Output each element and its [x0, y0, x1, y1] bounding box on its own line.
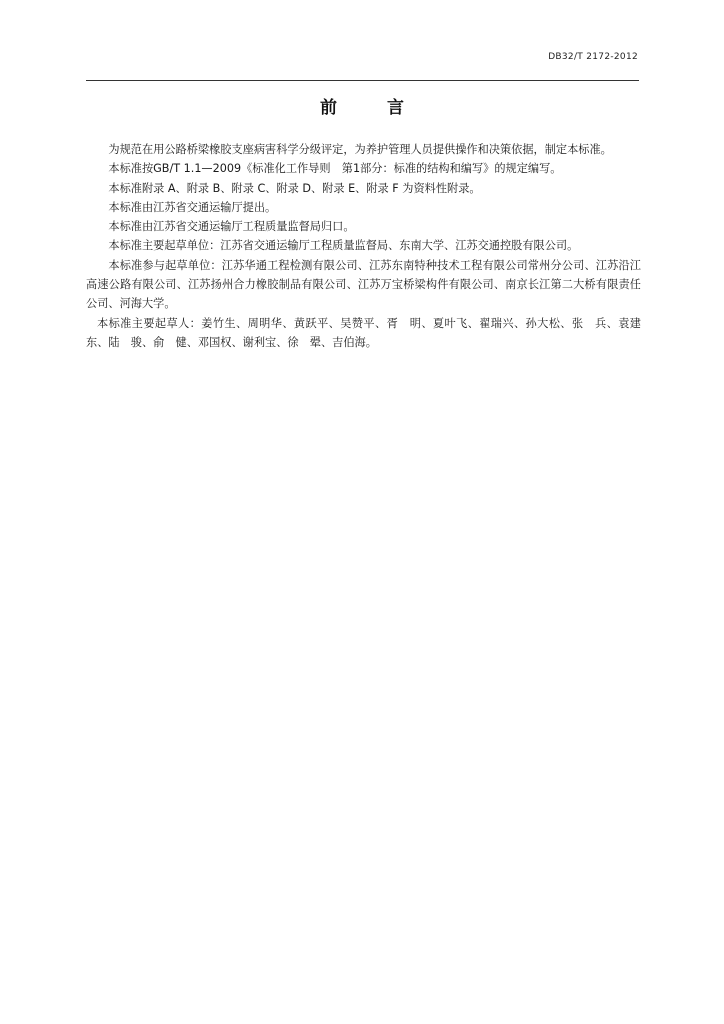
page-title: 前 言 [320, 98, 426, 118]
paragraph-drafting-rules: 本标准按GB/T 1.1—2009《标准化工作导则 第1部分：标准的结构和编写》的规定编写。 [108, 162, 562, 176]
paragraph-proposer: 本标准由江苏省交通运输厅提出。 [108, 200, 277, 214]
paragraph-purpose: 为规范在用公路桥梁橡胶支座病害科学分级评定，为养护管理人员提供操作和决策依据，制定本标准。 [108, 143, 612, 156]
standard-code: DB32/T 2172-2012 [548, 52, 638, 62]
paragraph-main-drafters: 本标准主要起草人：姜竹生、周明华、黄跃平、吴赞平、胥 明、夏叶飞、翟瑞兴、孙大松、张 兵、袁建东、陆 骏、俞 健、邓国权、谢利宝、徐 翚、吉伯海。 [86, 316, 641, 349]
header-divider [86, 80, 639, 81]
paragraph-appendices: 本标准附录 A、附录 B、附录 C、附录 D、附录 E、附录 F 为资料性附录。 [108, 181, 481, 195]
paragraph-administrator: 本标准由江苏省交通运输厅工程质量监督局归口。 [108, 220, 355, 234]
foreword-body [86, 140, 641, 352]
paragraph-participating-units: 本标准参与起草单位：江苏华通工程检测有限公司、江苏东南特种技术工程有限公司常州分公司、江苏沿江高速公路有限公司、江苏扬州合力橡胶制品有限公司、江苏万宝桥梁构件有限公司、南京长江第二大桥有限责任公司、河海大学。 [86, 258, 641, 311]
paragraph-main-drafting-units: 本标准主要起草单位：江苏省交通运输厅工程质量监督局、东南大学、江苏交通控股有限公司。 [108, 239, 579, 253]
